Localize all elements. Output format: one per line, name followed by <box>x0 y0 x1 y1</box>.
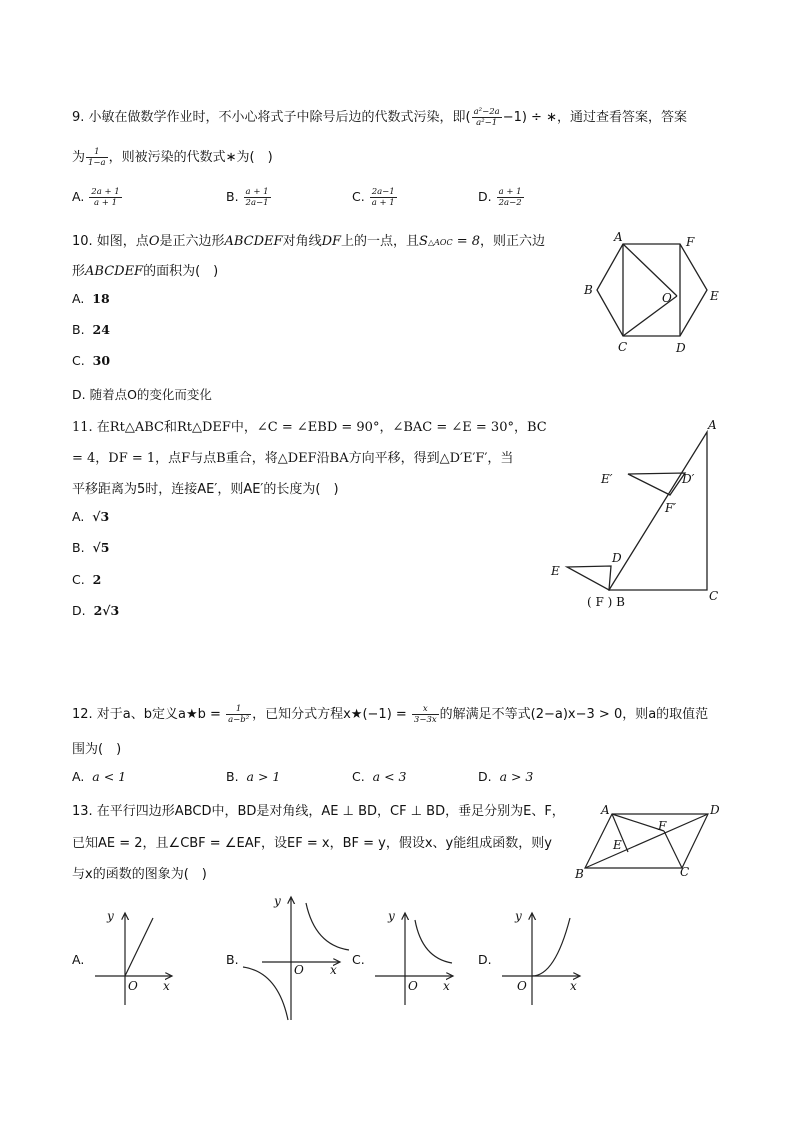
q10-label-b: B <box>584 283 593 297</box>
q13-option-b-label[interactable]: B. <box>226 952 239 967</box>
svg-text:x: x <box>163 979 170 993</box>
q13-label-c: C <box>680 865 690 879</box>
q13-graph-a <box>95 913 172 1005</box>
q9-option-a[interactable]: A. $\frac{2a + 1}{a + 1}$ <box>72 187 120 208</box>
q11-stem-line2: = 4，DF = 1，点F与点B重合，将△DEF沿BA方向平移，得到△D′E′F′，当 <box>72 451 514 466</box>
q13-stem-line2: 已知AE = 2，且∠CBF = ∠EAF，设EF = x，BF = y，假设x、y能组成函数，则y <box>72 836 552 851</box>
q12-option-c[interactable]: C. a < 3 <box>352 769 407 784</box>
q10-option-d[interactable]: D. 随着点O的变化而变化 <box>72 387 212 402</box>
svg-text:x: x <box>570 979 577 993</box>
svg-text:O: O <box>408 979 418 993</box>
q13-option-c-label[interactable]: C. <box>352 952 365 967</box>
q10-label-f: F <box>686 235 695 249</box>
q13-stem-line3: 与x的函数的图象为( ) <box>72 867 207 882</box>
q13-label-d: D <box>710 803 720 817</box>
q9-stem-line1 <box>72 106 687 128</box>
q13-option-d-label[interactable]: D. <box>478 952 492 967</box>
q9-option-d[interactable]: D. $\frac{a + 1}{2a-2}$ <box>478 187 522 208</box>
q12-stem-line1: 12. 对于a、b定义a★b = $\frac{1}{\text{a−b²}}$ ，已知分式方程x★(−1) = $\frac{x}{3-3x}$ 的解满足不等式(2−a)x−3 > 0，则a的取值范 <box>72 704 709 725</box>
svg-text:O: O <box>294 963 304 977</box>
q10-stem-line2: 形ABCDEF的面积为( ) <box>72 264 219 279</box>
svg-text:y: y <box>107 909 114 923</box>
q11-label-fb: ( F ) B <box>587 595 625 609</box>
q12-option-d[interactable]: D. a > 3 <box>478 769 534 784</box>
q11-label-a: A <box>708 418 717 432</box>
q10-option-b[interactable]: B. 24 <box>72 322 110 337</box>
q11-label-f1: F′ <box>665 501 677 515</box>
q11-option-a[interactable]: A. √3 <box>72 509 110 524</box>
q10-label-o: O <box>662 291 672 305</box>
q10-label-a: A <box>614 230 623 244</box>
q9-option-b[interactable]: B. $\frac{a + 1}{2a-1}$ <box>226 187 269 208</box>
q9-stem-line2: 为 $\frac{1}{1-a}$ ，则被污染的代数式∗为( ) <box>72 147 273 168</box>
q12-option-b[interactable]: B. a > 1 <box>226 769 281 784</box>
q13-label-e: E <box>613 838 622 852</box>
q11-option-c[interactable]: C. 2 <box>72 572 102 587</box>
q11-option-d[interactable]: D. 2√3 <box>72 603 120 618</box>
q11-option-b[interactable]: B. √5 <box>72 540 110 555</box>
svg-text:y: y <box>515 909 522 923</box>
q13-label-f: F <box>658 819 667 833</box>
q11-stem-line1: 11. 在Rt△ABC和Rt△DEF中，∠C = ∠EBD = 90°，∠BAC = ∠E = 30°，BC <box>72 420 547 435</box>
q13-graph-d <box>502 913 580 1005</box>
q12-option-a[interactable]: A. a < 1 <box>72 769 127 784</box>
q13-label-b: B <box>575 867 584 881</box>
svg-text:O: O <box>517 979 527 993</box>
q11-stem-line3: 平移距离为5时，连接AE′，则AE′的长度为( ) <box>72 482 339 497</box>
q10-label-e: E <box>710 289 719 303</box>
svg-text:x: x <box>330 963 337 977</box>
svg-text:y: y <box>274 894 281 908</box>
q10-option-c[interactable]: C. 30 <box>72 353 111 368</box>
q13-graph-c <box>375 913 453 1005</box>
q11-label-d: D <box>612 551 622 565</box>
svg-text:y: y <box>388 909 395 923</box>
q9-text-a: 9. 小敏在做数学作业时，不小心将式子中除号后边的代数式污染，即( <box>72 110 471 125</box>
q11-label-e1: E′ <box>601 472 613 486</box>
q13-label-a: A <box>601 803 610 817</box>
svg-text:x: x <box>443 979 450 993</box>
q10-option-a[interactable]: A. 18 <box>72 291 110 306</box>
q10-label-c: C <box>618 340 628 354</box>
q11-label-d1: D′ <box>682 472 695 486</box>
q9-answer-fraction: $\frac{1}{1-a}$ <box>88 147 106 168</box>
q11-label-c: C <box>709 589 719 603</box>
q12-stem-line2: 围为( ) <box>72 742 122 757</box>
q13-stem-line1: 13. 在平行四边形ABCD中，BD是对角线，AE ⊥ BD，CF ⊥ BD，垂足分别为E、F， <box>72 804 565 819</box>
q10-stem-line1: 10. 如图，点O是正六边形ABCDEF对角线DF上的一点，且S△AOC = 8，则正六边 <box>72 234 546 249</box>
q10-label-d: D <box>676 341 686 355</box>
q13-graph-b <box>243 897 349 1020</box>
q9-text-b: −1) ÷ ∗，通过查看答案，答案 <box>502 110 687 125</box>
q11-label-e: E <box>551 564 560 578</box>
svg-text:O: O <box>128 979 138 993</box>
q9-option-c[interactable]: C. $\frac{2a-1}{a + 1}$ <box>352 187 395 208</box>
q9-fraction: $\frac{\text{a²−2a}}{\text{a²−1}}$ <box>473 107 500 128</box>
q13-option-a-label[interactable]: A. <box>72 952 85 967</box>
